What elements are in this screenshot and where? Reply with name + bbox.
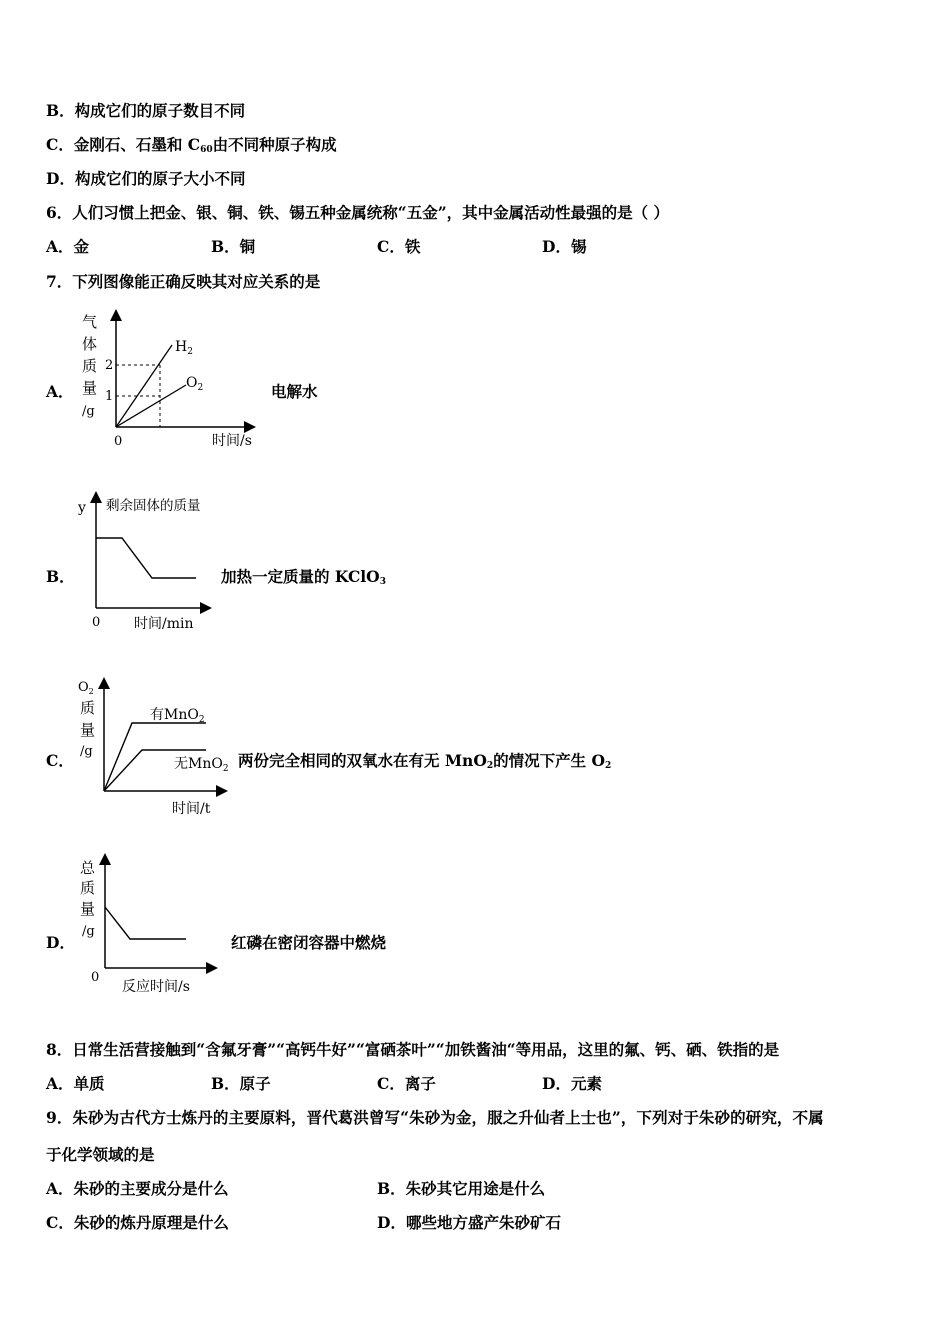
q9-stem-line1: 9．朱砂为古代方士炼丹的主要原料，晋代葛洪曾写“朱砂为金，服之升仙者上士也”，下列对于朱砂的研究，不属 xyxy=(46,1108,824,1127)
q7-option-c-desc: 两份完全相同的双氧水在有无 MnO$_2$的情况下产生 $O_2$ xyxy=(238,751,612,771)
ylabel-char-4: 量 xyxy=(82,379,98,397)
o2-line xyxy=(116,385,186,427)
x-axis-label: 时间/s xyxy=(212,433,252,449)
tick-2: 2 xyxy=(105,358,114,373)
q5-option-d: D．构成它们的原子大小不同 xyxy=(46,169,246,188)
q7-option-b-label: B． xyxy=(46,567,75,586)
graph-electrolysis xyxy=(70,305,270,455)
total-mass-curve xyxy=(105,907,186,939)
x-axis-label: 时间/t xyxy=(172,801,211,817)
y-top-label: $O_2$ xyxy=(78,680,94,696)
y-axis-title: 剩余固体的质量 xyxy=(106,498,201,514)
y-unit: /g xyxy=(80,744,93,759)
q9-option-a: A．朱砂的主要成分是什么 xyxy=(46,1179,229,1198)
ylabel-char-3: 质 xyxy=(82,357,98,375)
origin-label: 0 xyxy=(91,970,100,985)
q6-option-b: B．铜 xyxy=(211,237,256,256)
ylabel-char-1: 总 xyxy=(80,859,96,877)
ylabel-char-1: 气 xyxy=(82,313,98,331)
ylabel-char-1: 质 xyxy=(80,699,96,717)
q6-option-c: C．铁 xyxy=(377,237,421,256)
q8-option-b: B．原子 xyxy=(211,1074,271,1093)
q7-option-d-desc: 红磷在密闭容器中燃烧 xyxy=(231,933,387,952)
origin-label: 0 xyxy=(114,434,123,449)
q7-option-d-label: D． xyxy=(46,933,75,952)
q5-option-b: B．构成它们的原子数目不同 xyxy=(46,101,246,120)
origin-label: 0 xyxy=(92,615,101,630)
q7-option-a-label: A． xyxy=(46,382,74,401)
q7-option-a-desc: 电解水 xyxy=(271,382,318,401)
q6-option-a: A．金 xyxy=(46,237,90,256)
q7-stem: 7．下列图像能正确反映其对应关系的是 xyxy=(46,272,321,291)
q6-option-d: D．锡 xyxy=(542,237,587,256)
q5-option-c: C．金刚石、石墨和 $C_{60}$由不同种原子构成 xyxy=(46,135,337,155)
ylabel-char-2: 体 xyxy=(82,335,98,353)
ylabel-char-2: 量 xyxy=(80,721,96,739)
q9-option-d: D．哪些地方盛产朱砂矿石 xyxy=(377,1213,561,1232)
y-unit: /g xyxy=(82,924,95,939)
h2-line xyxy=(116,345,172,427)
h2-label: $H_2$ xyxy=(175,339,193,357)
x-axis-label: 反应时间/s xyxy=(122,979,190,995)
ylabel-char-3: 量 xyxy=(80,900,96,918)
y-letter: y xyxy=(78,500,86,516)
q7-option-c-label: C． xyxy=(46,751,74,770)
with-mno2-label: 有MnO$_2$ xyxy=(150,707,205,725)
q8-option-a: A．单质 xyxy=(46,1074,105,1093)
ylabel-char-2: 质 xyxy=(80,879,96,897)
graph-red-phosphorus xyxy=(70,851,240,1001)
q8-option-c: C．离子 xyxy=(377,1074,436,1093)
y-unit: /g xyxy=(82,404,95,419)
o2-label: $O_2$ xyxy=(186,375,204,393)
mass-curve xyxy=(96,538,196,578)
graph-peroxide xyxy=(70,673,240,823)
x-axis-label: 时间/min xyxy=(134,616,194,632)
q8-stem: 8．日常生活营接触到“含氟牙膏”“高钙牛好”“富硒茶叶”“加铁酱油“等用品，这里的氟、钙、硒、铁指的是 xyxy=(46,1040,780,1059)
q6-stem: 6．人们习惯上把金、银、铜、铁、锡五种金属统称“五金”，其中金属活动性最强的是（ ） xyxy=(46,203,670,222)
q9-option-b: B．朱砂其它用途是什么 xyxy=(377,1179,546,1198)
q9-option-c: C．朱砂的炼丹原理是什么 xyxy=(46,1213,229,1232)
q8-option-d: D．元素 xyxy=(542,1074,602,1093)
q9-stem-line2: 于化学领域的是 xyxy=(46,1145,155,1164)
q7-option-b-desc: 加热一定质量的 KClO$_3$ xyxy=(221,567,386,587)
without-mno2-label: 无MnO$_2$ xyxy=(174,756,229,774)
tick-1: 1 xyxy=(105,389,114,404)
